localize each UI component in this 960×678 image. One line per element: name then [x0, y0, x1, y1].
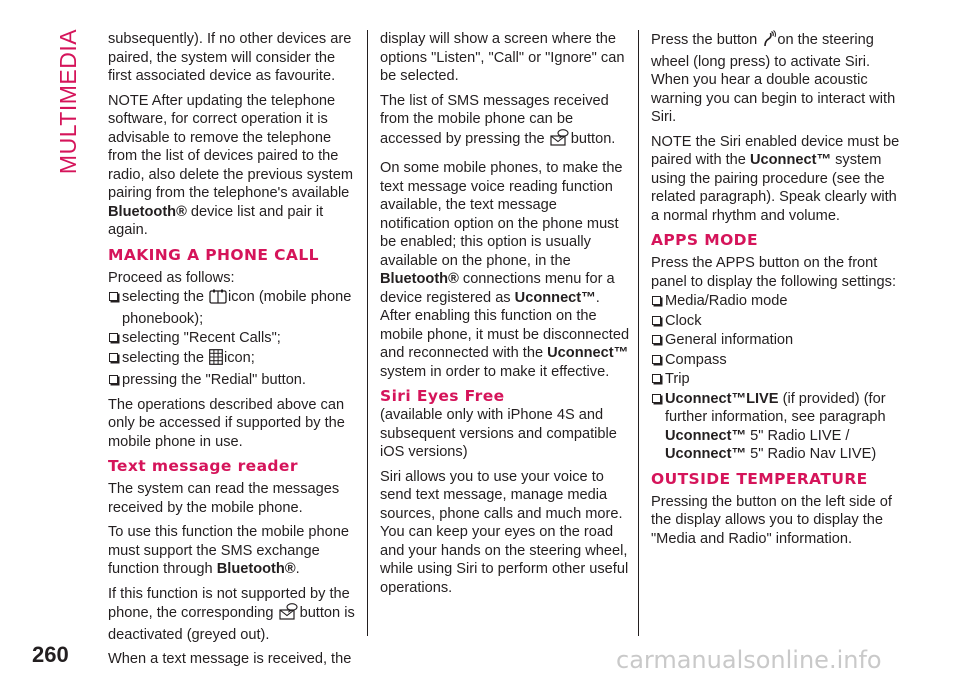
- list-item: Compass: [651, 351, 901, 370]
- heading-apps-mode: APPS MODE: [651, 231, 758, 249]
- paragraph: subsequently). If no other devices are paired, the system will consider the first associated device as favourite.: [108, 31, 352, 84]
- heading-siri-eyes-free: Siri Eyes Free: [380, 387, 505, 405]
- paragraph: When a text message is received, the: [108, 651, 352, 667]
- list-item: General information: [651, 331, 901, 350]
- watermark: carmanualsonline.info: [616, 646, 882, 674]
- section-tab: [52, 28, 86, 175]
- paragraph: display will show a screen where the options "Listen", "Call" or "Ignore" can be selected.: [380, 31, 625, 84]
- paragraph: If this function is not supported by the phone, the corresponding button is deactivated (greyed out).: [108, 585, 355, 643]
- heading-making-a-phone-call: MAKING A PHONE CALL: [108, 245, 319, 264]
- column-3: [651, 30, 901, 554]
- paragraph: The system can read the messages received by the mobile phone.: [108, 481, 340, 516]
- sms-envelope-icon: [550, 129, 570, 152]
- paragraph: (available only with iPhone 4S and subsequent versions and compatible iOS versions): [380, 407, 617, 460]
- heading-text-message-reader: Text message reader: [108, 457, 298, 475]
- list-item: pressing the "Redial" button.: [108, 371, 358, 390]
- column-divider-1: [367, 30, 368, 636]
- voice-command-icon: [762, 30, 776, 53]
- phonebook-icon: [209, 289, 227, 310]
- list-item: Media/Radio mode: [651, 292, 901, 311]
- list-item: selecting the icon (mobile phone phonebook);: [108, 288, 358, 328]
- sms-envelope-icon: [279, 603, 299, 626]
- heading-outside-temperature: OUTSIDE TEMPERATURE: [651, 469, 868, 488]
- column-1: [108, 30, 358, 675]
- column-divider-2: [638, 30, 639, 636]
- paragraph: Siri allows you to use your voice to send text message, manage media sources, phone calls and much more. You can keep your eyes on the road and your hands on the steering wheel, while using Siri to perform other useful operations.: [380, 468, 629, 596]
- paragraph: Proceed as follows:: [108, 269, 235, 286]
- paragraph: Pressing the button on the left side of the display allows you to display the "Media and Radio" information.: [651, 493, 892, 547]
- list-item: Clock: [651, 312, 901, 331]
- paragraph: To use this function the mobile phone must support the SMS exchange function through Bluetooth®.: [108, 524, 349, 577]
- list-item: selecting "Recent Calls";: [108, 329, 358, 348]
- paragraph: NOTE After updating the telephone software, for correct operation it is advisable to remove the telephone from the list of devices paired to the radio, also delete the previous system pairing from the telephone's available Bluetooth® device list and pair it again.: [108, 92, 353, 238]
- paragraph: NOTE the Siri enabled device must be paired with the Uconnect™ system using the pairing procedure (see the related paragraph). Speak clearly with a normal rhythm and volume.: [651, 133, 900, 224]
- column-2: [380, 30, 630, 603]
- paragraph: On some mobile phones, to make the text message voice reading function available, the text message notification option on the phone must be enabled; this option is usually available on the phone, in the Bluetooth® connections menu for a device registered as Uconnect™. After enabling this function on the mobile phone, it must be disconnected and reconnected with the Uconnect™ system in order to make it effective.: [380, 160, 630, 380]
- keypad-grid-icon: [209, 349, 223, 371]
- paragraph: Press the button on the steering wheel (long press) to activate Siri. When you hear a double acoustic warning you can begin to interact with Siri.: [651, 32, 896, 125]
- section-tab-label: MULTIMEDIA: [55, 28, 82, 175]
- paragraph: The operations described above can only be accessed if supported by the mobile phone in use.: [108, 396, 345, 450]
- list-item: Trip: [651, 370, 901, 389]
- paragraph: The list of SMS messages received from the mobile phone can be accessed by pressing the button.: [380, 92, 630, 152]
- list-item: selecting the icon;: [108, 349, 358, 371]
- list-item: Uconnect™LIVE (if provided) (for further information, see paragraph Uconnect™ 5" Radio LIVE / Uconnect™ 5" Radio Nav LIVE): [651, 390, 901, 464]
- page-number: 260: [32, 642, 69, 667]
- paragraph: Press the APPS button on the front panel to display the following settings:: [651, 255, 897, 290]
